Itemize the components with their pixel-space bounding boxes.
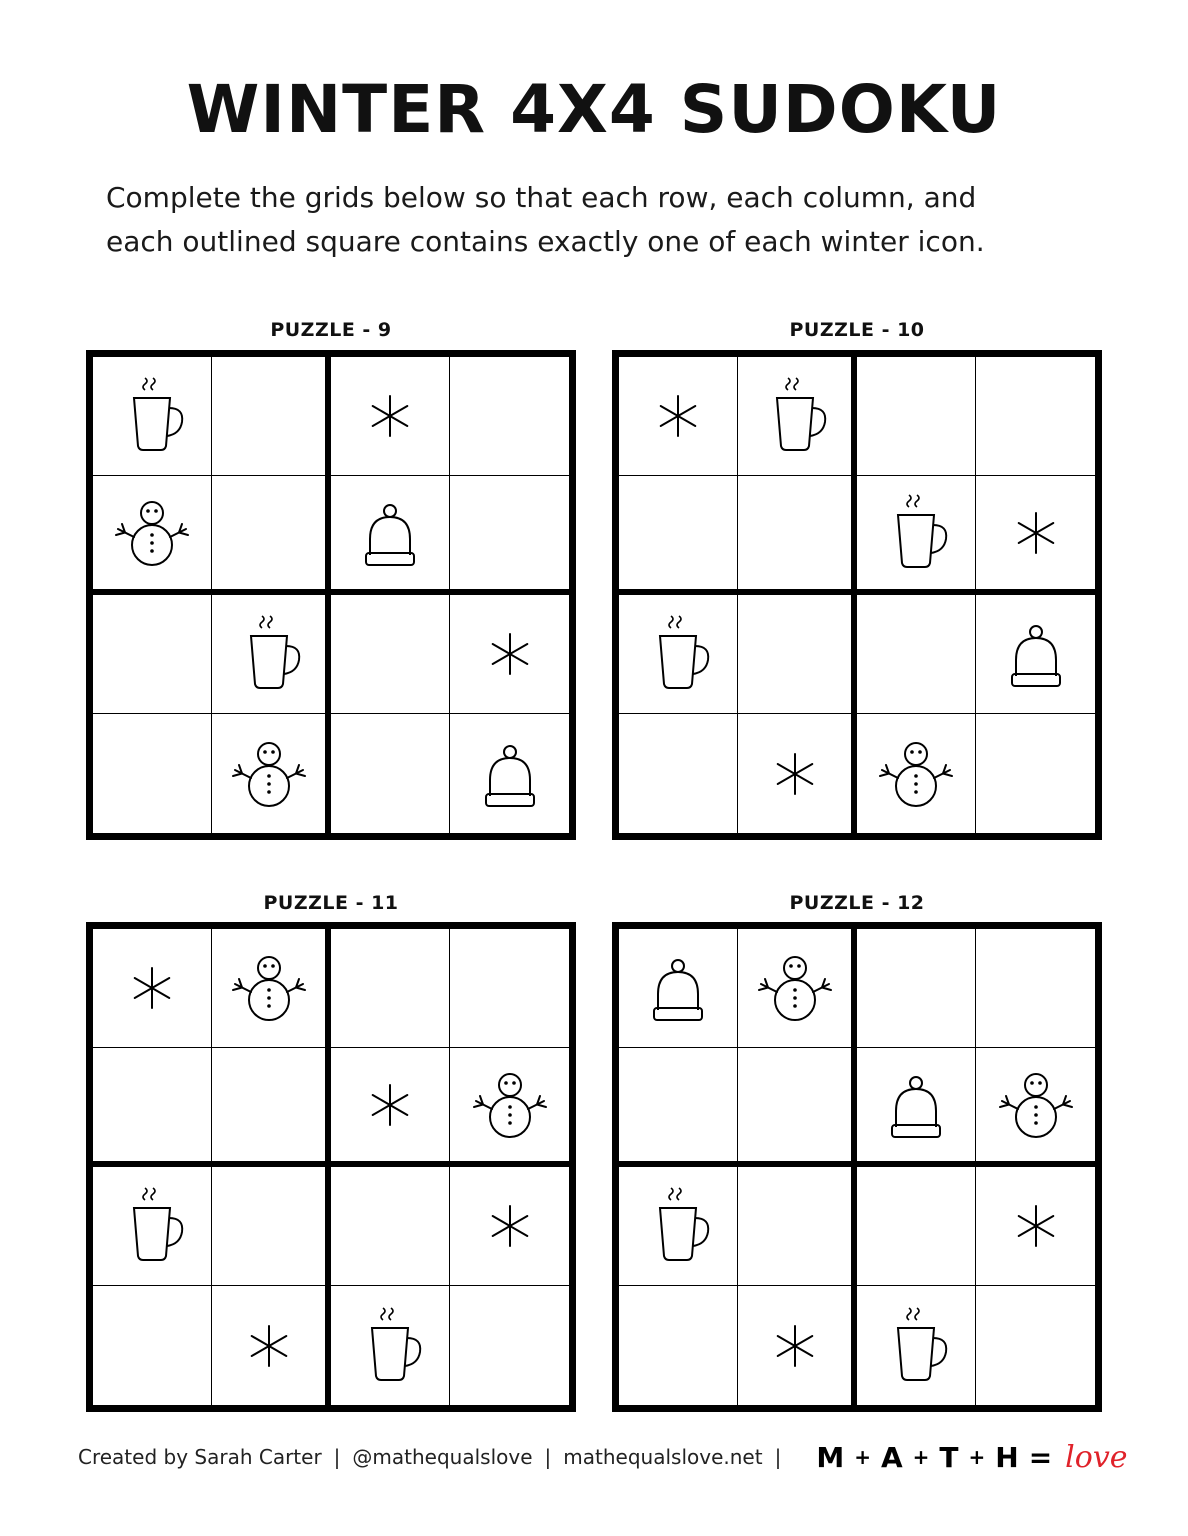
grid-cell-snowman bbox=[738, 929, 857, 1048]
grid-cell-snowflake bbox=[738, 1286, 857, 1405]
puzzle-label: PUZZLE - 11 bbox=[263, 892, 399, 914]
puzzle-label: PUZZLE - 9 bbox=[270, 319, 392, 341]
logo-equals: = bbox=[1028, 1440, 1053, 1474]
snowflake-icon bbox=[229, 1306, 309, 1386]
grid-cell-hat bbox=[976, 595, 1095, 714]
mug-icon bbox=[638, 1186, 718, 1266]
grid-cell-empty[interactable] bbox=[450, 357, 569, 476]
grid-cell-empty[interactable] bbox=[976, 929, 1095, 1048]
mug-icon bbox=[229, 614, 309, 694]
grid-cell-empty[interactable] bbox=[331, 714, 450, 833]
grid-cell-mug bbox=[738, 357, 857, 476]
footer bbox=[78, 1439, 1133, 1475]
grid-cell-empty[interactable] bbox=[212, 1167, 331, 1286]
snowflake-icon bbox=[112, 948, 192, 1028]
grid-cell-snowflake bbox=[450, 595, 569, 714]
mug-icon bbox=[112, 376, 192, 456]
math-equals-love-logo bbox=[811, 1440, 1132, 1475]
logo-plus: + bbox=[968, 1445, 986, 1469]
hat-icon bbox=[470, 734, 550, 814]
snowman-icon bbox=[755, 948, 835, 1028]
grid-cell-empty[interactable] bbox=[619, 1048, 738, 1167]
grid-cell-empty[interactable] bbox=[619, 714, 738, 833]
hat-icon bbox=[638, 948, 718, 1028]
snowflake-icon bbox=[470, 614, 550, 694]
sudoku-grid bbox=[612, 350, 1102, 840]
sudoku-grid bbox=[86, 350, 576, 840]
grid-cell-empty[interactable] bbox=[857, 929, 976, 1048]
grid-cell-mug bbox=[93, 357, 212, 476]
snowman-icon bbox=[996, 1065, 1076, 1145]
grid-cell-snowman bbox=[857, 714, 976, 833]
grid-cell-empty[interactable] bbox=[450, 1286, 569, 1405]
snowflake-icon bbox=[350, 376, 430, 456]
snowflake-icon bbox=[350, 1065, 430, 1145]
snowflake-icon bbox=[755, 734, 835, 814]
logo-letter: M bbox=[816, 1440, 845, 1474]
footer-separator: | bbox=[333, 1445, 341, 1469]
grid-cell-empty[interactable] bbox=[976, 714, 1095, 833]
mug-icon bbox=[350, 1306, 430, 1386]
logo-love-word: love bbox=[1065, 1439, 1128, 1475]
mug-icon bbox=[638, 614, 718, 694]
grid-cell-mug bbox=[331, 1286, 450, 1405]
snowflake-icon bbox=[470, 1186, 550, 1266]
grid-cell-empty[interactable] bbox=[976, 1286, 1095, 1405]
grid-cell-mug bbox=[619, 1167, 738, 1286]
grid-cell-empty[interactable] bbox=[450, 929, 569, 1048]
sudoku-grid bbox=[612, 922, 1102, 1412]
grid-cell-empty[interactable] bbox=[331, 1167, 450, 1286]
grid-cell-snowflake bbox=[450, 1167, 569, 1286]
grid-cell-empty[interactable] bbox=[619, 476, 738, 595]
snowman-icon bbox=[876, 734, 956, 814]
hat-icon bbox=[996, 614, 1076, 694]
grid-cell-empty[interactable] bbox=[450, 476, 569, 595]
logo-plus: + bbox=[854, 1445, 871, 1469]
grid-cell-empty[interactable] bbox=[738, 476, 857, 595]
grid-cell-snowman bbox=[212, 929, 331, 1048]
grid-cell-empty[interactable] bbox=[331, 595, 450, 714]
footer-separator: | bbox=[774, 1445, 782, 1469]
grid-cell-snowman bbox=[450, 1048, 569, 1167]
hat-icon bbox=[876, 1065, 956, 1145]
instructions-line-1: Complete the grids below so that each row, each column, and bbox=[106, 181, 977, 214]
grid-cell-empty[interactable] bbox=[212, 357, 331, 476]
puzzle-label: PUZZLE - 12 bbox=[789, 892, 925, 914]
grid-cell-snowflake bbox=[976, 476, 1095, 595]
grid-cell-empty[interactable] bbox=[857, 1167, 976, 1286]
grid-cell-snowflake bbox=[331, 1048, 450, 1167]
grid-cell-mug bbox=[619, 595, 738, 714]
mug-icon bbox=[755, 376, 835, 456]
grid-cell-empty[interactable] bbox=[857, 357, 976, 476]
snowman-icon bbox=[470, 1065, 550, 1145]
grid-cell-empty[interactable] bbox=[93, 595, 212, 714]
mug-icon bbox=[876, 493, 956, 573]
snowman-icon bbox=[112, 493, 192, 573]
grid-cell-empty[interactable] bbox=[738, 1048, 857, 1167]
grid-cell-hat bbox=[331, 476, 450, 595]
grid-cell-snowman bbox=[212, 714, 331, 833]
grid-cell-empty[interactable] bbox=[738, 595, 857, 714]
snowflake-icon bbox=[638, 376, 718, 456]
snowflake-icon bbox=[996, 1186, 1076, 1266]
snowflake-icon bbox=[755, 1306, 835, 1386]
logo-letter: H bbox=[995, 1440, 1019, 1474]
hat-icon bbox=[350, 493, 430, 573]
logo-plus: + bbox=[912, 1445, 930, 1469]
puzzle-label: PUZZLE - 10 bbox=[789, 319, 925, 341]
grid-cell-empty[interactable] bbox=[212, 476, 331, 595]
grid-cell-snowflake bbox=[93, 929, 212, 1048]
grid-cell-empty[interactable] bbox=[331, 929, 450, 1048]
grid-cell-empty[interactable] bbox=[976, 357, 1095, 476]
footer-website[interactable]: mathequalslove.net bbox=[563, 1445, 763, 1469]
footer-separator: | bbox=[544, 1445, 552, 1469]
footer-handle[interactable]: @mathequalslove bbox=[352, 1445, 533, 1469]
grid-cell-empty[interactable] bbox=[93, 1048, 212, 1167]
snowflake-icon bbox=[996, 493, 1076, 573]
grid-cell-empty[interactable] bbox=[212, 1048, 331, 1167]
grid-cell-hat bbox=[450, 714, 569, 833]
grid-cell-mug bbox=[857, 476, 976, 595]
grid-cell-snowflake bbox=[619, 357, 738, 476]
grid-cell-hat bbox=[857, 1048, 976, 1167]
instructions-line-2: each outlined square contains exactly one of each winter icon. bbox=[106, 225, 985, 258]
grid-cell-snowman bbox=[93, 476, 212, 595]
grid-cell-empty[interactable] bbox=[93, 1286, 212, 1405]
grid-cell-empty[interactable] bbox=[857, 595, 976, 714]
logo-letter: T bbox=[939, 1440, 959, 1474]
grid-cell-empty[interactable] bbox=[93, 714, 212, 833]
page-title: WINTER 4X4 SUDOKU bbox=[186, 71, 1002, 148]
grid-cell-mug bbox=[212, 595, 331, 714]
grid-cell-hat bbox=[619, 929, 738, 1048]
grid-cell-mug bbox=[93, 1167, 212, 1286]
grid-cell-snowflake bbox=[738, 714, 857, 833]
grid-cell-snowflake bbox=[212, 1286, 331, 1405]
snowman-icon bbox=[229, 948, 309, 1028]
snowman-icon bbox=[229, 734, 309, 814]
grid-cell-empty[interactable] bbox=[738, 1167, 857, 1286]
grid-cell-snowflake bbox=[331, 357, 450, 476]
grid-cell-snowflake bbox=[976, 1167, 1095, 1286]
logo-letter: A bbox=[880, 1440, 903, 1474]
mug-icon bbox=[112, 1186, 192, 1266]
grid-cell-empty[interactable] bbox=[619, 1286, 738, 1405]
instructions bbox=[106, 176, 1106, 264]
mug-icon bbox=[876, 1306, 956, 1386]
grid-cell-snowman bbox=[976, 1048, 1095, 1167]
sudoku-grid bbox=[86, 922, 576, 1412]
grid-cell-mug bbox=[857, 1286, 976, 1405]
footer-credit: Created by Sarah Carter bbox=[78, 1445, 322, 1469]
